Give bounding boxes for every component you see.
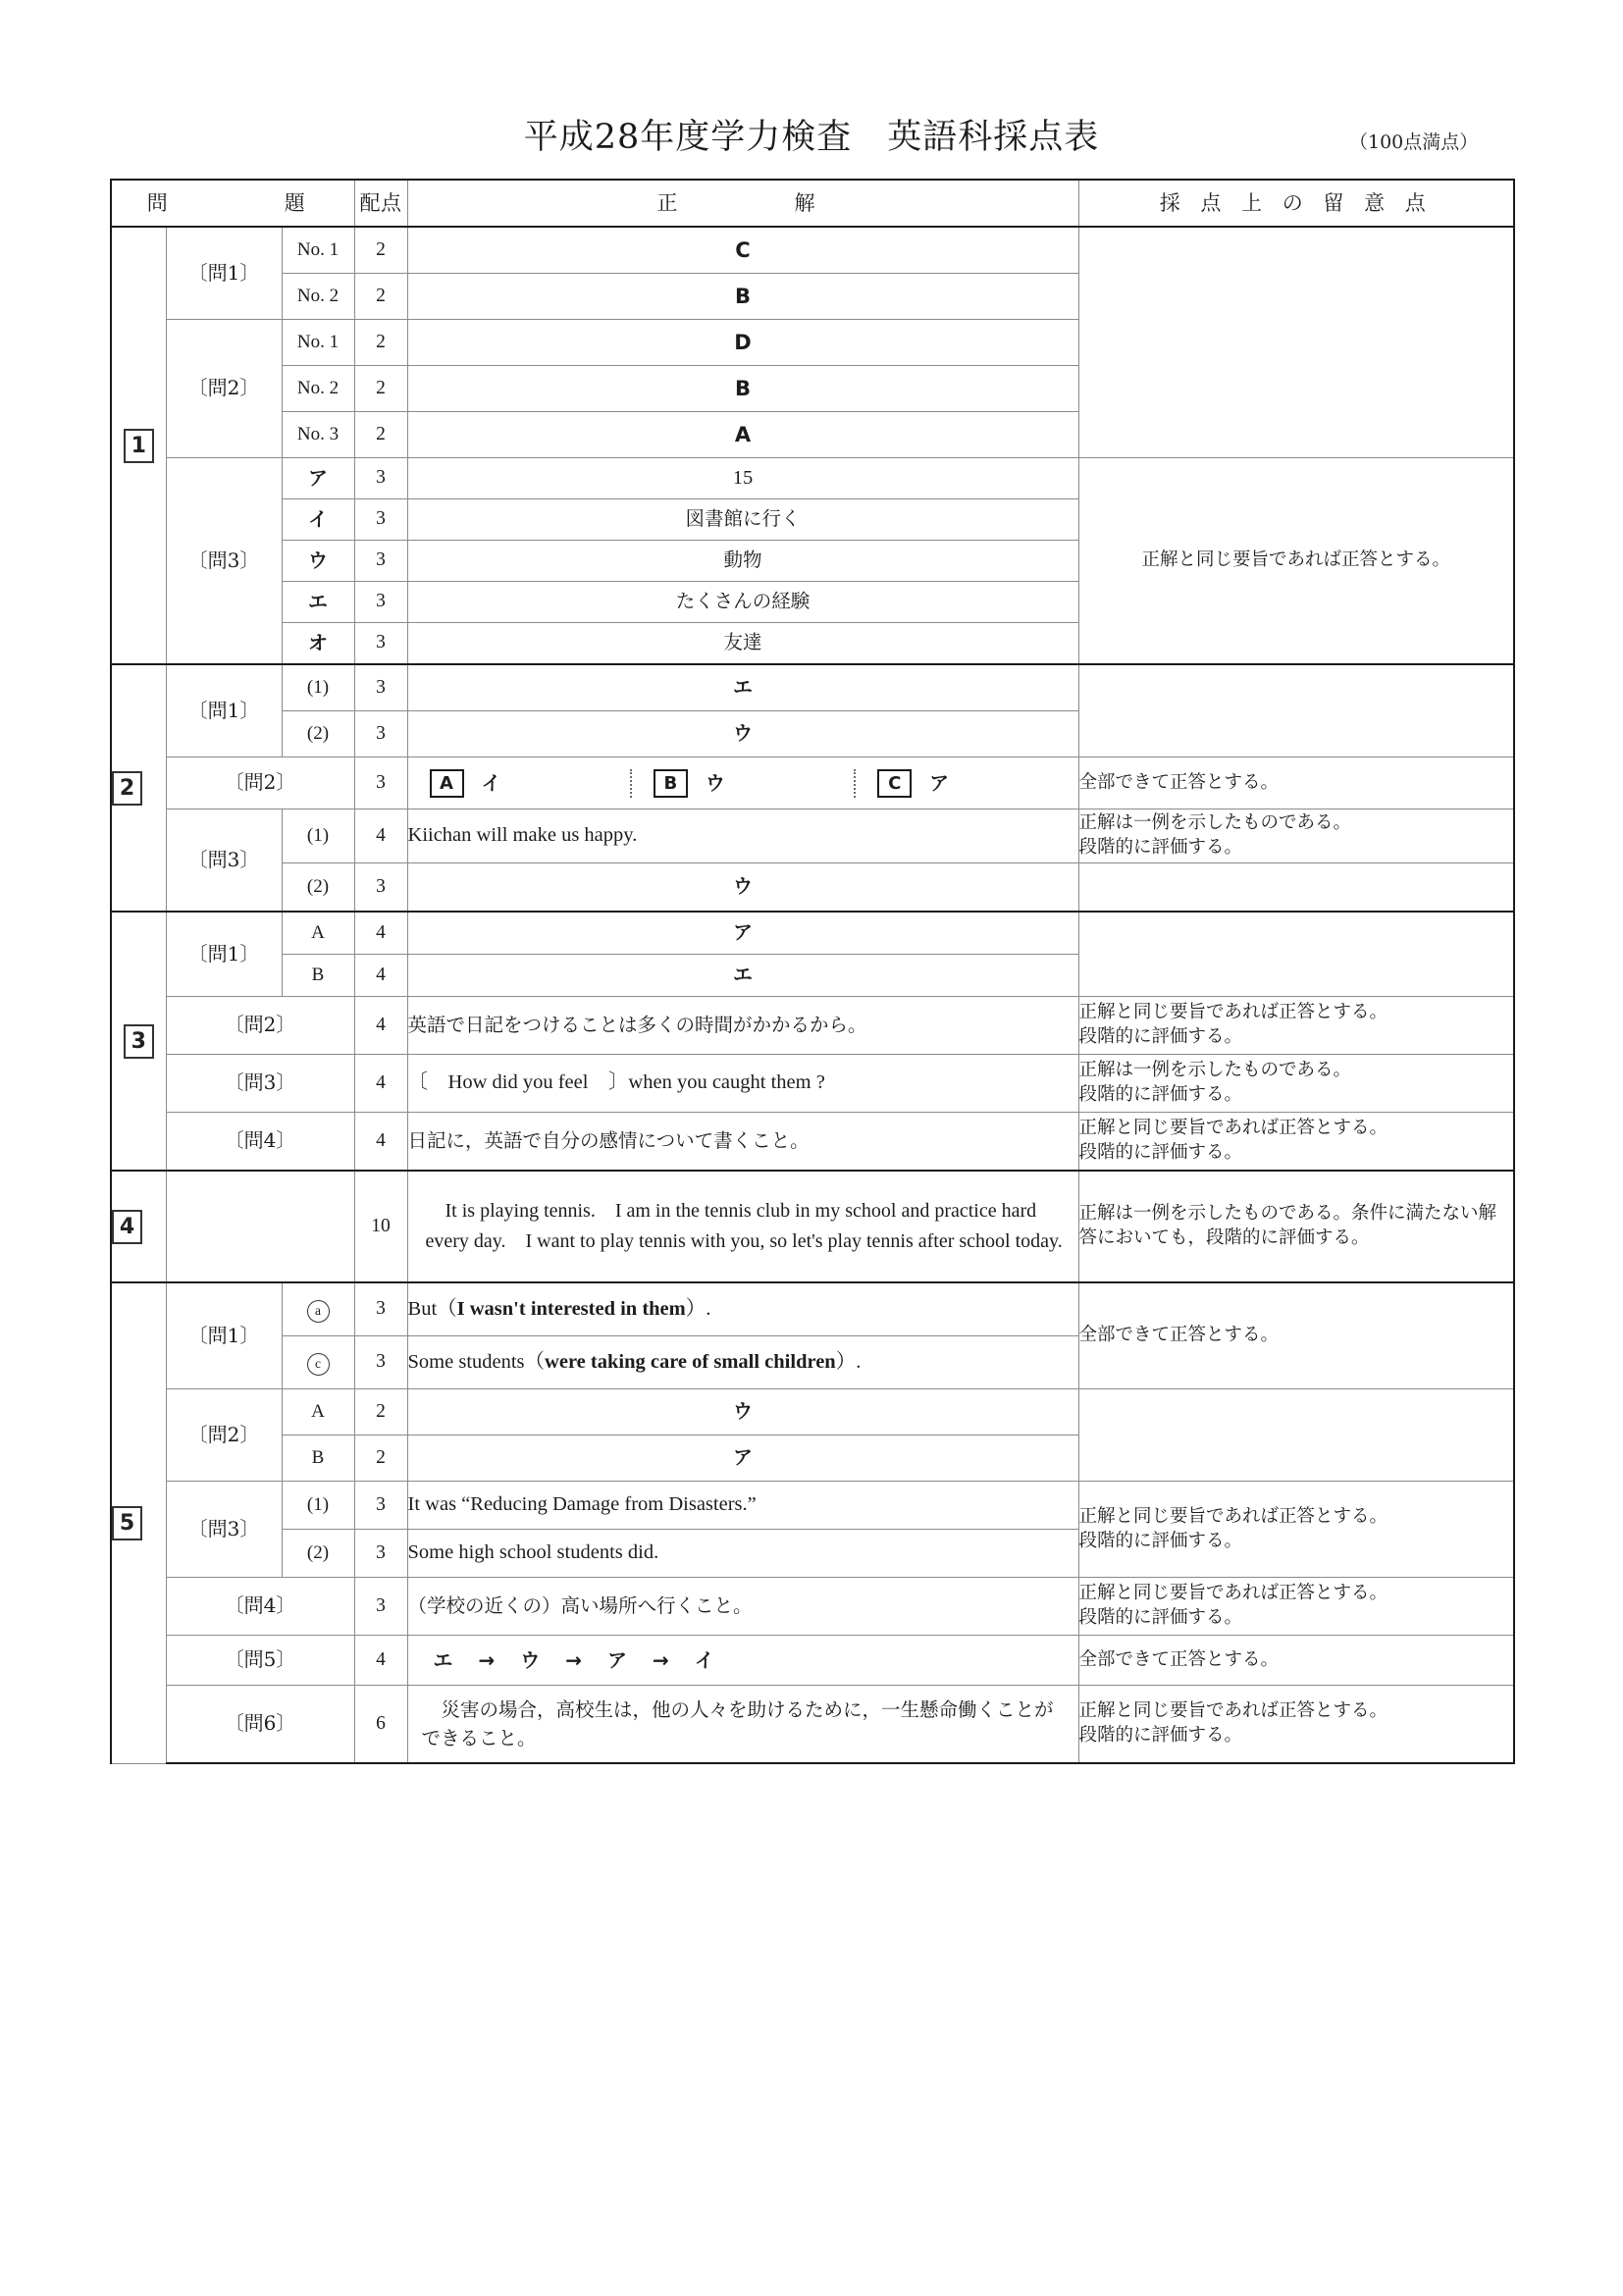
points-cell: 3 — [354, 499, 407, 541]
table-header-row — [111, 180, 1514, 227]
points-cell: 3 — [354, 1482, 407, 1530]
header-question — [111, 180, 354, 227]
points-cell: 2 — [354, 366, 407, 412]
header-note-label: 採 点 上 の 留 意 点 — [1159, 190, 1433, 215]
box-label-b: B — [654, 769, 688, 798]
table-row — [111, 912, 1514, 955]
sub-label: (1) — [282, 809, 354, 863]
question-group-label: 〔問2〕 — [166, 997, 354, 1055]
boxed-answer-a-value: イ — [481, 770, 501, 795]
points-cell: 4 — [354, 809, 407, 863]
sub-label: B — [282, 955, 354, 997]
box-label-c: C — [877, 769, 912, 798]
answer-cell — [407, 1686, 1078, 1764]
answer-cell: ア — [407, 1435, 1078, 1482]
answer-cell: A — [407, 412, 1078, 458]
points-cell: 4 — [354, 955, 407, 997]
question-group-label: 〔問6〕 — [166, 1686, 354, 1764]
table-row — [111, 1578, 1514, 1636]
answer-cell-boxed — [407, 757, 1078, 809]
note-cell — [1078, 912, 1514, 997]
header-note — [1078, 180, 1514, 227]
section-box: 2 — [112, 771, 142, 806]
answer-cell: 〔 How did you feel 〕when you caught them ? — [407, 1055, 1078, 1113]
circled-label-a: a — [307, 1300, 330, 1323]
sub-label: オ — [282, 623, 354, 665]
answer-cell: （学校の近くの）高い場所へ行くこと。 — [407, 1578, 1078, 1636]
table-row — [111, 1686, 1514, 1764]
answer-cell: 友達 — [407, 623, 1078, 665]
answer-bold: were taking care of small children — [545, 1350, 836, 1373]
answer-cell: B — [407, 366, 1078, 412]
section-box: 1 — [124, 429, 154, 463]
title-block — [0, 110, 1623, 165]
boxed-answer-c — [854, 769, 1077, 798]
table-row — [111, 863, 1514, 913]
table-row — [111, 809, 1514, 863]
points-cell: 3 — [354, 1282, 407, 1336]
table-row — [111, 997, 1514, 1055]
table-row — [111, 1171, 1514, 1282]
section-number-2 — [111, 664, 166, 912]
table-row — [111, 1389, 1514, 1435]
points-cell: 4 — [354, 997, 407, 1055]
header-answer-label: 正 解 — [656, 190, 829, 215]
question-group-label: 〔問5〕 — [166, 1636, 354, 1686]
note-cell — [1078, 863, 1514, 913]
points-cell: 4 — [354, 912, 407, 955]
sub-label: (2) — [282, 1530, 354, 1578]
answer-prefix: But（ — [407, 1297, 457, 1320]
table-row — [111, 458, 1514, 499]
sub-label: No. 1 — [282, 320, 354, 366]
question-group-label: 〔問1〕 — [166, 912, 282, 997]
note-cell: 正解は一例を示したものである。 段階的に評価する。 — [1078, 809, 1514, 863]
points-cell: 2 — [354, 412, 407, 458]
note-cell — [1078, 1389, 1514, 1482]
answer-cell: 動物 — [407, 541, 1078, 582]
sub-label: ウ — [282, 541, 354, 582]
answer-suffix: ）. — [835, 1350, 862, 1373]
points-cell: 2 — [354, 1435, 407, 1482]
points-cell: 3 — [354, 757, 407, 809]
sub-label: (2) — [282, 863, 354, 913]
table-row — [111, 664, 1514, 711]
page-title: 平成28年度学力検査 英語科採点表 — [523, 118, 1100, 157]
sub-label: No. 2 — [282, 274, 354, 320]
answer-cell — [407, 1171, 1078, 1282]
sub-label — [282, 1282, 354, 1336]
answer-cell: Some high school students did. — [407, 1530, 1078, 1578]
header-points — [354, 180, 407, 227]
question-group-label: 〔問2〕 — [166, 320, 282, 458]
answer-cell — [407, 1282, 1078, 1336]
section-number-3 — [111, 912, 166, 1171]
question-group-label: 〔問4〕 — [166, 1578, 354, 1636]
answer-cell: 日記に，英語で自分の感情について書くこと。 — [407, 1113, 1078, 1172]
answer-paragraph: It is playing tennis. I am in the tennis club in my school and practice hard every day. I want to play tennis with you, so let's play tennis after school today. — [425, 1200, 1063, 1252]
header-points-label: 配点 — [359, 190, 402, 215]
points-cell: 10 — [354, 1171, 407, 1282]
sub-label: No. 2 — [282, 366, 354, 412]
question-group-label: 〔問3〕 — [166, 458, 282, 665]
points-cell: 3 — [354, 623, 407, 665]
note-cell: 正解と同じ要旨であれば正答とする。 段階的に評価する。 — [1078, 1482, 1514, 1578]
section-number-5 — [111, 1282, 166, 1763]
question-group-label: 〔問4〕 — [166, 1113, 354, 1172]
table-row — [111, 227, 1514, 274]
answer-bold: I wasn't interested in them — [456, 1297, 686, 1320]
table-row — [111, 757, 1514, 809]
sub-label: ア — [282, 458, 354, 499]
note-cell: 正解と同じ要旨であれば正答とする。 段階的に評価する。 — [1078, 1686, 1514, 1764]
sub-label: (1) — [282, 664, 354, 711]
answer-cell: B — [407, 274, 1078, 320]
boxed-answer-b — [630, 769, 854, 798]
answer-cell: It was “Reducing Damage from Disasters.” — [407, 1482, 1078, 1530]
circled-label-c: c — [307, 1353, 330, 1376]
note-cell — [1078, 664, 1514, 757]
scoring-table — [110, 179, 1515, 1764]
sub-label — [282, 1336, 354, 1389]
boxed-answer-c-value: ア — [929, 770, 950, 795]
header-answer — [407, 180, 1078, 227]
points-cell: 3 — [354, 1530, 407, 1578]
answer-paragraph: 災害の場合，高校生は，他の人々を助けるために，一生懸命働くことができること。 — [421, 1697, 1054, 1749]
question-group-label: 〔問2〕 — [166, 1389, 282, 1482]
answer-cell: エ — [407, 664, 1078, 711]
section-number-1 — [111, 227, 166, 664]
points-cell: 3 — [354, 711, 407, 757]
table-row — [111, 1482, 1514, 1530]
points-cell: 2 — [354, 227, 407, 274]
note-cell: 全部できて正答とする。 — [1078, 1282, 1514, 1389]
answer-sequence: エ → ウ → ア → イ — [433, 1647, 717, 1672]
boxed-answer-a — [430, 769, 630, 798]
points-cell: 4 — [354, 1113, 407, 1172]
question-group-label — [166, 1171, 354, 1282]
answer-cell: ウ — [407, 711, 1078, 757]
note-cell: 正解は一例を示したものである。条件に満たない解答においても，段階的に評価する。 — [1078, 1171, 1514, 1282]
sub-label: エ — [282, 582, 354, 623]
points-cell: 3 — [354, 664, 407, 711]
sub-label: No. 1 — [282, 227, 354, 274]
note-cell: 正解は一例を示したものである。 段階的に評価する。 — [1078, 1055, 1514, 1113]
boxed-answer-b-value: ウ — [705, 770, 725, 795]
note-cell — [1078, 227, 1514, 458]
table-row — [111, 1055, 1514, 1113]
question-group-label: 〔問1〕 — [166, 1282, 282, 1389]
points-cell: 3 — [354, 863, 407, 913]
answer-cell — [407, 1336, 1078, 1389]
answer-cell: 英語で日記をつけることは多くの時間がかかるから。 — [407, 997, 1078, 1055]
section-box: 4 — [112, 1210, 142, 1244]
note-cell: 全部できて正答とする。 — [1078, 1636, 1514, 1686]
note-cell: 正解と同じ要旨であれば正答とする。 — [1078, 458, 1514, 665]
section-number-4 — [111, 1171, 166, 1282]
answer-cell: ア — [407, 912, 1078, 955]
sub-label: イ — [282, 499, 354, 541]
answer-prefix: Some students（ — [407, 1350, 546, 1373]
table-row — [111, 1282, 1514, 1336]
sub-label: No. 3 — [282, 412, 354, 458]
answer-suffix: ）. — [685, 1297, 711, 1320]
note-cell: 正解と同じ要旨であれば正答とする。 段階的に評価する。 — [1078, 1578, 1514, 1636]
note-cell: 全部できて正答とする。 — [1078, 757, 1514, 809]
section-box: 5 — [112, 1506, 142, 1540]
answer-cell: 15 — [407, 458, 1078, 499]
question-group-label: 〔問2〕 — [166, 757, 354, 809]
answer-cell: D — [407, 320, 1078, 366]
header-question-label: 問 題 — [146, 190, 319, 215]
sub-label: (1) — [282, 1482, 354, 1530]
points-cell: 2 — [354, 1389, 407, 1435]
points-cell: 2 — [354, 274, 407, 320]
sub-label: (2) — [282, 711, 354, 757]
answer-cell: エ — [407, 955, 1078, 997]
note-cell: 正解と同じ要旨であれば正答とする。 段階的に評価する。 — [1078, 1113, 1514, 1172]
max-score-label: （100点満点） — [1349, 131, 1479, 153]
answer-cell: ウ — [407, 863, 1078, 913]
note-cell: 正解と同じ要旨であれば正答とする。 段階的に評価する。 — [1078, 997, 1514, 1055]
question-group-label: 〔問3〕 — [166, 1055, 354, 1113]
answer-cell: Kiichan will make us happy. — [407, 809, 1078, 863]
answer-cell: C — [407, 227, 1078, 274]
answer-cell: 図書館に行く — [407, 499, 1078, 541]
table-row — [111, 1113, 1514, 1172]
sub-label: A — [282, 1389, 354, 1435]
points-cell: 6 — [354, 1686, 407, 1764]
points-cell: 3 — [354, 1336, 407, 1389]
question-group-label: 〔問3〕 — [166, 1482, 282, 1578]
points-cell: 3 — [354, 541, 407, 582]
sub-label: B — [282, 1435, 354, 1482]
points-cell: 4 — [354, 1636, 407, 1686]
points-cell: 2 — [354, 320, 407, 366]
question-group-label: 〔問1〕 — [166, 227, 282, 320]
answer-cell — [407, 1636, 1078, 1686]
answer-cell: たくさんの経験 — [407, 582, 1078, 623]
answer-cell: ウ — [407, 1389, 1078, 1435]
question-group-label: 〔問3〕 — [166, 809, 282, 913]
question-group-label: 〔問1〕 — [166, 664, 282, 757]
points-cell: 3 — [354, 1578, 407, 1636]
section-box: 3 — [124, 1024, 154, 1059]
points-cell: 4 — [354, 1055, 407, 1113]
points-cell: 3 — [354, 458, 407, 499]
table-row — [111, 1636, 1514, 1686]
box-label-a: A — [430, 769, 464, 798]
sub-label: A — [282, 912, 354, 955]
points-cell: 3 — [354, 582, 407, 623]
